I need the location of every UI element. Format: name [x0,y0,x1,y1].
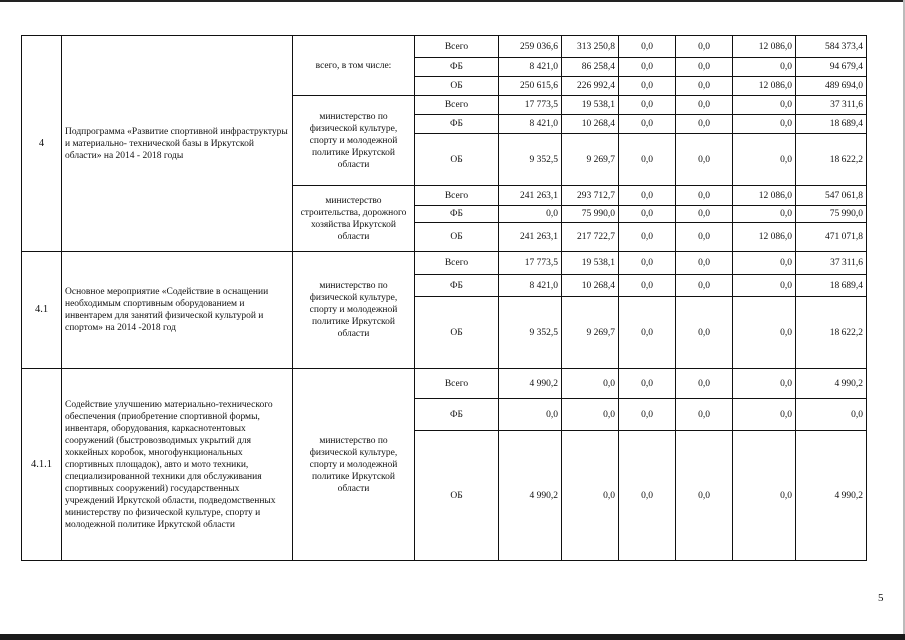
funding-type-cell: ФБ [415,399,499,431]
value-cell: 75 990,0 [796,206,867,223]
value-cell: 489 694,0 [796,77,867,96]
value-cell: 226 992,4 [562,77,619,96]
value-cell: 0,0 [733,399,796,431]
value-cell: 12 086,0 [733,223,796,252]
funding-type-cell: ОБ [415,223,499,252]
value-cell: 0,0 [733,369,796,399]
value-cell: 0,0 [676,58,733,77]
scan-edge-bottom [0,634,905,640]
value-cell: 259 036,6 [499,36,562,58]
value-cell: 0,0 [676,115,733,134]
value-cell: 17 773,5 [499,96,562,115]
value-cell: 0,0 [619,252,676,275]
scan-edge-top [0,0,905,2]
table-row [22,369,867,399]
value-cell: 0,0 [676,275,733,297]
program-name: Содействие улучшению материально-технического обеспечения (приобретение спортивной формы, инвентаря, оборудования, каркаснотентовых сооружений (быстровозводимых укрытий для хоккейных коробок, многофункциональных спортивных площадок), авто и мото техники, специализированной техники для обслуживания спортивных сооружений) государственных учреждений Иркутской области, подведомственных министерству по физической культуре, спорту и молодежной политике Иркутской области [62,369,293,561]
funding-type-cell: Всего [415,36,499,58]
value-cell: 0,0 [733,275,796,297]
value-cell: 18 689,4 [796,115,867,134]
table-body [22,36,867,561]
value-cell: 547 061,8 [796,186,867,206]
value-cell: 313 250,8 [562,36,619,58]
value-cell: 10 268,4 [562,275,619,297]
value-cell: 9 269,7 [562,134,619,186]
executor-cell: министерство по физической культуре, спорту и молодежной политике Иркутской области [293,252,415,369]
value-cell: 12 086,0 [733,186,796,206]
value-cell: 0,0 [676,297,733,369]
value-cell: 0,0 [733,206,796,223]
value-cell: 19 538,1 [562,96,619,115]
value-cell: 8 421,0 [499,58,562,77]
value-cell: 293 712,7 [562,186,619,206]
value-cell: 9 352,5 [499,134,562,186]
funding-type-cell: ФБ [415,206,499,223]
value-cell: 18 689,4 [796,275,867,297]
value-cell: 0,0 [619,369,676,399]
value-cell: 0,0 [676,369,733,399]
value-cell: 0,0 [796,399,867,431]
value-cell: 0,0 [619,399,676,431]
value-cell: 0,0 [733,297,796,369]
funding-type-cell: Всего [415,369,499,399]
value-cell: 12 086,0 [733,77,796,96]
value-cell: 0,0 [676,252,733,275]
value-cell: 8 421,0 [499,275,562,297]
funding-type-cell: ОБ [415,77,499,96]
value-cell: 0,0 [676,36,733,58]
value-cell: 0,0 [676,223,733,252]
value-cell: 0,0 [676,399,733,431]
funding-type-cell: ФБ [415,58,499,77]
value-cell: 0,0 [676,134,733,186]
funding-type-cell: Всего [415,186,499,206]
value-cell: 4 990,2 [499,369,562,399]
value-cell: 0,0 [619,275,676,297]
value-cell: 0,0 [619,115,676,134]
value-cell: 0,0 [619,206,676,223]
value-cell: 0,0 [499,399,562,431]
section-number: 4.1 [22,252,62,369]
value-cell: 37 311,6 [796,96,867,115]
funding-type-cell: Всего [415,252,499,275]
value-cell: 0,0 [733,252,796,275]
section-number: 4.1.1 [22,369,62,561]
funding-type-cell: ОБ [415,134,499,186]
table-row [22,36,867,58]
value-cell: 0,0 [619,431,676,561]
value-cell: 241 263,1 [499,223,562,252]
value-cell: 584 373,4 [796,36,867,58]
value-cell: 0,0 [733,115,796,134]
value-cell: 0,0 [562,369,619,399]
value-cell: 4 990,2 [499,431,562,561]
value-cell: 0,0 [619,36,676,58]
funding-type-cell: ОБ [415,297,499,369]
value-cell: 18 622,2 [796,297,867,369]
value-cell: 19 538,1 [562,252,619,275]
value-cell: 0,0 [733,96,796,115]
value-cell: 17 773,5 [499,252,562,275]
value-cell: 9 269,7 [562,297,619,369]
funding-type-cell: ФБ [415,115,499,134]
value-cell: 10 268,4 [562,115,619,134]
value-cell: 471 071,8 [796,223,867,252]
executor-cell: министерство по физической культуре, спорту и молодежной политике Иркутской области [293,96,415,186]
executor-cell: министерство по физической культуре, спорту и молодежной политике Иркутской области [293,369,415,561]
value-cell: 0,0 [562,431,619,561]
value-cell: 94 679,4 [796,58,867,77]
value-cell: 86 258,4 [562,58,619,77]
table-row [22,252,867,275]
value-cell: 0,0 [676,96,733,115]
value-cell: 0,0 [619,77,676,96]
funding-type-cell: ОБ [415,431,499,561]
value-cell: 0,0 [676,431,733,561]
value-cell: 4 990,2 [796,431,867,561]
value-cell: 75 990,0 [562,206,619,223]
funding-type-cell: ФБ [415,275,499,297]
value-cell: 37 311,6 [796,252,867,275]
value-cell: 0,0 [619,58,676,77]
executor-cell: всего, в том числе: [293,36,415,96]
value-cell: 0,0 [619,297,676,369]
value-cell: 0,0 [676,186,733,206]
value-cell: 241 263,1 [499,186,562,206]
value-cell: 0,0 [733,431,796,561]
value-cell: 0,0 [619,223,676,252]
program-name: Подпрограмма «Развитие спортивной инфраструктуры и материально- технической базы в Иркутской области» на 2014 - 2018 годы [62,36,293,252]
value-cell: 0,0 [733,134,796,186]
value-cell: 250 615,6 [499,77,562,96]
value-cell: 0,0 [676,77,733,96]
section-number: 4 [22,36,62,252]
value-cell: 0,0 [733,58,796,77]
value-cell: 4 990,2 [796,369,867,399]
value-cell: 0,0 [619,186,676,206]
value-cell: 18 622,2 [796,134,867,186]
value-cell: 0,0 [619,96,676,115]
value-cell: 0,0 [499,206,562,223]
value-cell: 217 722,7 [562,223,619,252]
executor-cell: министерство строительства, дорожного хозяйства Иркутской области [293,186,415,252]
value-cell: 0,0 [619,134,676,186]
value-cell: 12 086,0 [733,36,796,58]
value-cell: 0,0 [676,206,733,223]
page-number: 5 [878,592,884,604]
program-name: Основное мероприятие «Содействие в оснащении необходимым спортивным оборудованием и инвентарем для занятий физической культурой и спортом» на 2014 -2018 год [62,252,293,369]
budget-table [21,35,867,561]
funding-type-cell: Всего [415,96,499,115]
value-cell: 8 421,0 [499,115,562,134]
value-cell: 0,0 [562,399,619,431]
value-cell: 9 352,5 [499,297,562,369]
